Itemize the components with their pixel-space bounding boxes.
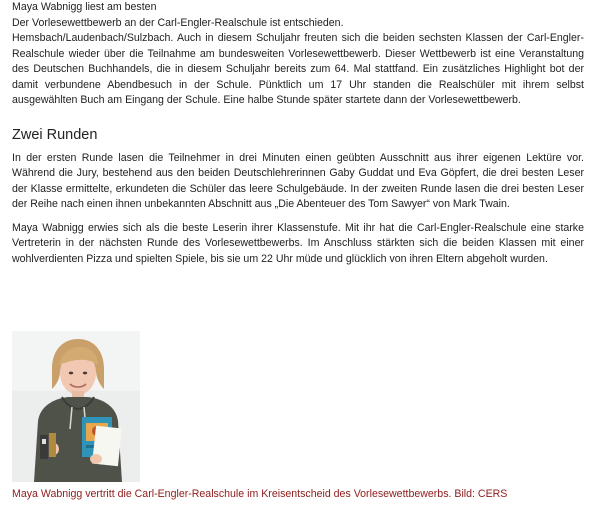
photo-caption: Maya Wabnigg vertritt die Carl-Engler-Realschule im Kreisentscheid des Vorlesewettbewerbs. Bild: CERS [12,488,508,500]
article-lead: Der Vorlesewettbewerb an der Carl-Engler-Realschule ist entschieden. [12,16,344,29]
article-paragraph-2: In der ersten Runde lasen die Teilnehmer in drei Minuten einen geübten Ausschnitt aus ihrer eigenen Lektüre vor. Während die Jury, bestehend aus den beiden Deutschlehrerinnen Gaby Guddat und Eva Göpfert, die drei besten Leser der Klasse ermittelte, erkundeten die Schüler das leere Schulgebäude. In der zweiten Runde lasen die drei besten Leser der Reihe nach einen ihnen unbekannten Abschnitt aus „Die Abenteuer des Tom Sawyer“ von Mark Twain. [12,151,584,210]
article-kicker: Maya Wabnigg liest am besten [12,1,157,13]
article-photo[interactable] [12,331,140,482]
article-subheading: Zwei Runden [12,126,98,143]
article-paragraph-3: Maya Wabnigg erwies sich als die beste Leserin ihrer Klassenstufe. Mit ihr hat die Carl-Engler-Realschule eine starke Vertreterin in der nächsten Runde des Vorlesewettbewerbs. Im Anschluss stärkten sich die beiden Klassen mit einer wohlverdienten Pizza und spielten Spiele, bis sie um 22 Uhr müde und glücklich von ihren Eltern abgeholt wurden. [12,221,584,265]
paragraph-gap [12,213,584,221]
article [12,0,584,267]
photo-girl-holding-certificate-and-book [12,331,140,482]
article-paragraph-1: Hemsbach/Laudenbach/Sulzbach. Auch in diesem Schuljahr freuten sich die beiden sechsten Klassen der Carl-Engler-Realschule wieder über die Teilnahme am bundesweiten Vorlesewettbewerb. Dieser Wettbewerb ist eine Veranstaltung des Deutschen Buchhandels, die in diesem Schuljahr bereits zum 64. Mal stattfand. Ein zusätzliches Highlight bot der damit verbundene Abendbesuch in der Schule. Pünktlich um 17 Uhr standen die Realschüler mit ihrem selbst ausgewählten Buch am Eingang der Schule. Eine halbe Stunde später startete dann der Vorlesewettbewerb. [12,32,584,106]
